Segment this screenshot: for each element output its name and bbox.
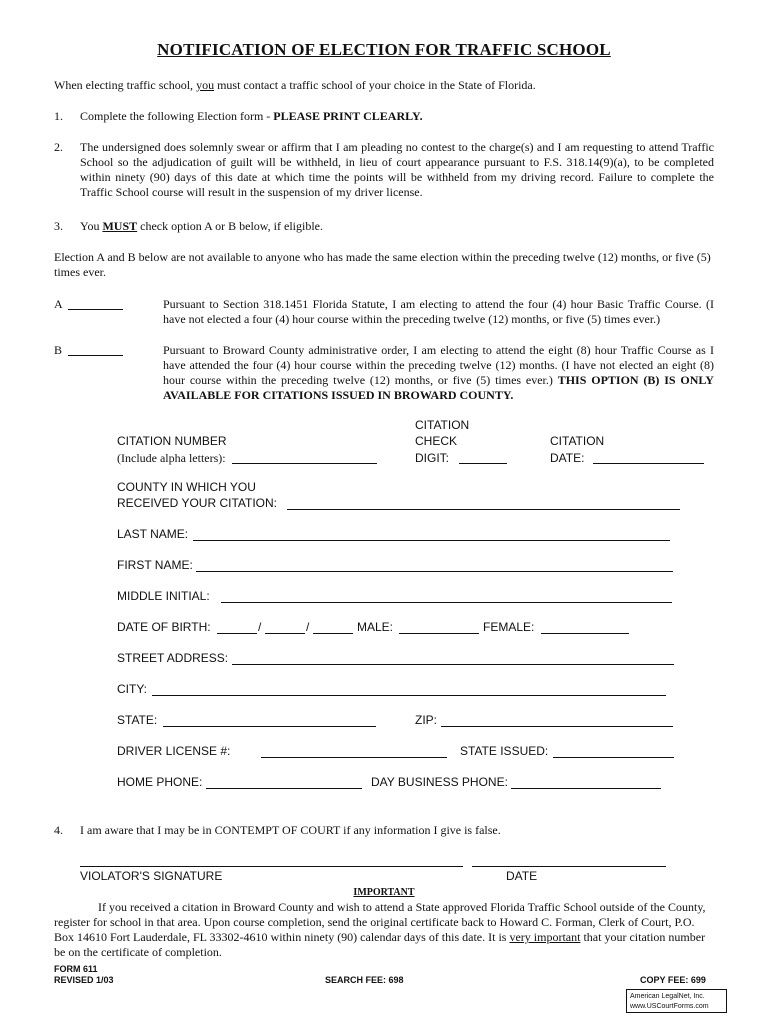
item-1-number: 1. bbox=[54, 109, 63, 123]
check-digit-label-1: CITATION bbox=[415, 418, 470, 432]
signature-date-label: DATE bbox=[506, 869, 538, 883]
city-line[interactable] bbox=[152, 695, 666, 696]
state-issued-label: STATE ISSUED: bbox=[460, 744, 549, 758]
first-name-label: FIRST NAME: bbox=[117, 558, 193, 572]
dob-month-line[interactable] bbox=[217, 633, 257, 634]
revised-date: REVISED 1/03 bbox=[54, 975, 114, 985]
citation-number-label: CITATION NUMBER bbox=[117, 434, 227, 448]
important-heading: IMPORTANT bbox=[353, 887, 415, 898]
check-digit-line[interactable] bbox=[459, 463, 507, 464]
home-phone-line[interactable] bbox=[206, 788, 362, 789]
dob-label: DATE OF BIRTH: bbox=[117, 620, 211, 634]
female-line[interactable] bbox=[541, 633, 629, 634]
county-line[interactable] bbox=[287, 509, 680, 510]
male-line[interactable] bbox=[399, 633, 479, 634]
citation-date-label-1: CITATION bbox=[550, 434, 605, 448]
page-title: NOTIFICATION OF ELECTION FOR TRAFFIC SCHOOL bbox=[157, 40, 611, 59]
item-2-number: 2. bbox=[54, 140, 63, 154]
check-digit-label-3: DIGIT: bbox=[415, 451, 450, 465]
signature-line[interactable] bbox=[80, 866, 463, 867]
dob-day-line[interactable] bbox=[265, 633, 305, 634]
form-number: FORM 611 bbox=[54, 964, 98, 974]
citation-number-note: (Include alpha letters): bbox=[117, 451, 226, 465]
item-1-text: Complete the following Election form - PLEASE PRINT CLEARLY. bbox=[80, 109, 423, 123]
state-line[interactable] bbox=[163, 726, 376, 727]
last-name-line[interactable] bbox=[193, 540, 670, 541]
item-4-text: I am aware that I may be in CONTEMPT OF COURT if any information I give is false. bbox=[80, 823, 501, 837]
signature-date-line[interactable] bbox=[472, 866, 666, 867]
citation-date-line[interactable] bbox=[593, 463, 704, 464]
first-name-line[interactable] bbox=[196, 571, 673, 572]
zip-label: ZIP: bbox=[415, 713, 438, 727]
option-b-check-line[interactable] bbox=[68, 355, 123, 356]
zip-line[interactable] bbox=[441, 726, 673, 727]
important-text: If you received a citation in Broward County and wish to attend a State approved Florida Traffic School outside of the County, register for school in that area. Upon course completion, send the original certificate back to Howard C. Forman, Clerk of Court, P.O. Box 14610 Fort Lauderdale, FL 33302-4610 within ninety (90) calendar days of this date. It is very important that your citation number be on the certificate of completion. bbox=[54, 900, 706, 959]
item-4-number: 4. bbox=[54, 823, 63, 837]
option-b-text: Pursuant to Broward County administrative order, I am electing to attend the eight (8) hour Traffic Course as I have attended the four (4) hour course within the preceding twelve (12) months. (I have not elected an eight (8) hour course within the preceding twelve (12) months, or five (5) times ever.) THIS OPTION (B) IS ONLY AVAILABLE FOR CITATIONS ISSUED IN BROWARD COUNTY. bbox=[163, 343, 714, 402]
option-a-text: Pursuant to Section 318.1451 Florida Statute, I am electing to attend the four (4) hour Basic Traffic Course. (I have not elected a four (4) hour course within the preceding twelve (12) months, or five (5) times ever.) bbox=[163, 297, 714, 326]
driver-license-label: DRIVER LICENSE #: bbox=[117, 744, 231, 758]
street-address-label: STREET ADDRESS: bbox=[117, 651, 229, 665]
publisher-name: American LegalNet, Inc. bbox=[630, 993, 705, 1000]
middle-initial-label: MIDDLE INITIAL: bbox=[117, 589, 210, 603]
male-label: MALE: bbox=[357, 620, 394, 634]
street-address-line[interactable] bbox=[232, 664, 674, 665]
citation-number-line[interactable] bbox=[232, 463, 377, 464]
middle-initial-line[interactable] bbox=[221, 602, 672, 603]
item-2-text: The undersigned does solemnly swear or affirm that I am pleading no contest to the charge(s) and I am requesting to attend Traffic School so the adjudication of guilt will be withheld, in lieu of court appearance pursuant to F.S. 318.14(9)(a), to be completed within ninety (90) days of this date at which time the points will be withheld from my driving record. Failure to complete the Traffic School course will result in the suspension of my driver license. bbox=[80, 140, 714, 199]
county-label-1: COUNTY IN WHICH YOU bbox=[117, 480, 256, 494]
dob-slash-1: / bbox=[258, 620, 262, 634]
day-phone-label: DAY BUSINESS PHONE: bbox=[371, 775, 508, 789]
check-digit-label-2: CHECK bbox=[415, 434, 458, 448]
intro-text: When electing traffic school, you must contact a traffic school of your choice in the State of Florida. bbox=[54, 78, 536, 92]
publisher-box bbox=[626, 989, 727, 1013]
female-label: FEMALE: bbox=[483, 620, 535, 634]
home-phone-label: HOME PHONE: bbox=[117, 775, 203, 789]
item-3-text: You MUST check option A or B below, if eligible. bbox=[80, 219, 323, 233]
dob-slash-2: / bbox=[306, 620, 310, 634]
city-label: CITY: bbox=[117, 682, 148, 696]
day-phone-line[interactable] bbox=[511, 788, 661, 789]
state-issued-line[interactable] bbox=[553, 757, 674, 758]
publisher-website[interactable]: www.USCourtForms.com bbox=[630, 1003, 709, 1010]
option-a-check-line[interactable] bbox=[68, 309, 123, 310]
option-a-label: A bbox=[54, 297, 63, 311]
signature-label: VIOLATOR'S SIGNATURE bbox=[80, 869, 223, 883]
state-label: STATE: bbox=[117, 713, 158, 727]
copy-fee: COPY FEE: 699 bbox=[640, 975, 706, 985]
election-note: Election A and B below are not available to anyone who has made the same election within the preceding twelve (12) months, or five (5) times ever. bbox=[54, 250, 711, 279]
citation-date-label-2: DATE: bbox=[550, 451, 585, 465]
last-name-label: LAST NAME: bbox=[117, 527, 189, 541]
option-b-label: B bbox=[54, 343, 63, 357]
driver-license-line[interactable] bbox=[261, 757, 447, 758]
search-fee: SEARCH FEE: 698 bbox=[325, 975, 404, 985]
item-3-number: 3. bbox=[54, 219, 63, 233]
county-label-2: RECEIVED YOUR CITATION: bbox=[117, 496, 278, 510]
dob-year-line[interactable] bbox=[313, 633, 353, 634]
